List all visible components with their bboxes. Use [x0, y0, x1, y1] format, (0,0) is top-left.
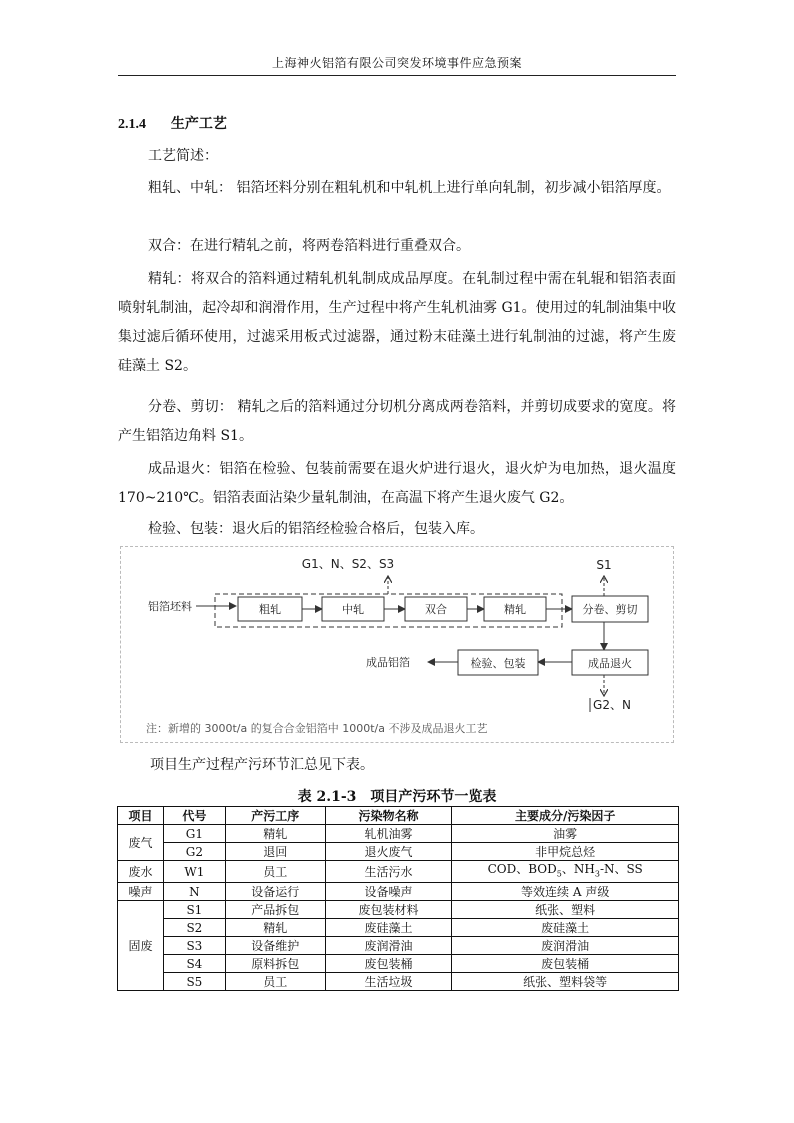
emission-top-label: G1、N、S2、S3: [301, 557, 395, 571]
category-cell: 废气: [118, 825, 164, 861]
table-row: [118, 973, 679, 991]
table-row: [118, 843, 679, 861]
paragraph-finish-rolling: 精轧：将双合的箔料通过精轧机轧制成成品厚度。在轧制过程中需在轧辊和铝箔表面喷射轧制油，起冷却和润滑作用，生产过程中将产生轧机油雾 G1。使用过的轧制油集中收集过滤后循环使用，过滤采用板式过滤器，通过粉末硅藻土进行轧制油的过滤，将产生废硅藻土 S2。: [118, 271, 676, 374]
table-cell: 精轧: [225, 919, 325, 937]
paragraph-intro: 工艺简述：: [148, 148, 218, 164]
table-cell: G1: [163, 825, 225, 843]
paragraph-slitting: 分卷、剪切： 精轧之后的箔料通过分切机分离成两卷箔料，并剪切成要求的宽度。将产生铝箔边角料 S1。: [118, 399, 676, 444]
diagram-note: 注：新增的 3000t/a 的复合合金铝箔中 1000t/a 不涉及成品退火工艺: [146, 722, 488, 735]
table-header-cell: 项目: [118, 807, 164, 825]
table-row: [118, 955, 679, 973]
step-rough-rolling: 粗轧: [259, 603, 281, 616]
table-cell: 废润滑油: [452, 937, 679, 955]
paragraph-rough-rolling: 粗轧、中轧： 铝箔坯料分别在粗轧机和中轧机上进行单向轧制，初步减小铝箔厚度。: [148, 180, 671, 196]
table-cell: 设备噪声: [325, 883, 452, 901]
category-cell: 噪声: [118, 883, 164, 901]
table-cell: 废包装材料: [325, 901, 452, 919]
table-cell: 产品拆包: [225, 901, 325, 919]
table-cell: S1: [163, 901, 225, 919]
input-label: 铝箔坯料: [148, 600, 192, 613]
table-cell: N: [163, 883, 225, 901]
section-heading: [118, 113, 227, 133]
table-header-cell: 代号: [163, 807, 225, 825]
table-row: [118, 901, 679, 919]
table-cell: 轧机油雾: [325, 825, 452, 843]
table-cell: 废包装桶: [452, 955, 679, 973]
table-cell: W1: [163, 861, 225, 883]
table-header-cell: 产污工序: [225, 807, 325, 825]
table-header-cell: 污染物名称: [325, 807, 452, 825]
slitting-emission-label: S1: [596, 558, 612, 572]
table-row: [118, 825, 679, 843]
table-header-cell: 主要成分/污染因子: [452, 807, 679, 825]
table-lead-text: 项目生产过程产污环节汇总见下表。: [150, 757, 374, 773]
page-header: 上海神火铝箔有限公司突发环境事件应急预案: [271, 56, 522, 70]
table-cell: 设备运行: [225, 883, 325, 901]
table-cell: 废润滑油: [325, 937, 452, 955]
paragraph-doubling: 双合：在进行精轧之前，将两卷箔料进行重叠双合。: [148, 238, 470, 254]
header-rule: [118, 75, 676, 76]
step-finish-rolling: 精轧: [504, 603, 526, 616]
table-cell: S2: [163, 919, 225, 937]
process-flow-diagram: [120, 546, 674, 743]
table-cell: 废硅藻土: [325, 919, 452, 937]
table-cell: 员工: [225, 861, 325, 883]
annealing-label: 成品退火: [588, 657, 632, 670]
table-cell: 废硅藻土: [452, 919, 679, 937]
table-header-row: [118, 807, 679, 825]
annealing-emission-label: G2、N: [593, 698, 631, 712]
table-cell: 纸张、塑料袋等: [452, 973, 679, 991]
table-cell: 非甲烷总烃: [452, 843, 679, 861]
section-title: 生产工艺: [170, 116, 227, 132]
table-cell: 设备维护: [225, 937, 325, 955]
table-cell: 退回: [225, 843, 325, 861]
category-cell: 固废: [118, 901, 164, 991]
step-doubling: 双合: [425, 603, 447, 616]
table-cell: S3: [163, 937, 225, 955]
table-row: [118, 861, 679, 883]
table-cell: 油雾: [452, 825, 679, 843]
table-cell: 生活污水: [325, 861, 452, 883]
table-cell: 生活垃圾: [325, 973, 452, 991]
table-cell: G2: [163, 843, 225, 861]
table-cell: 原料拆包: [225, 955, 325, 973]
table-cell: 等效连续 A 声级: [452, 883, 679, 901]
category-cell: 废水: [118, 861, 164, 883]
section-number: 2.1.4: [118, 117, 146, 132]
table-cell: 纸张、塑料: [452, 901, 679, 919]
table-cell: 废包装桶: [325, 955, 452, 973]
slitting-label: 分卷、剪切: [582, 603, 638, 616]
table-row: [118, 937, 679, 955]
output-label: 成品铝箔: [366, 656, 410, 669]
table-cell: S5: [163, 973, 225, 991]
inspection-label: 检验、包装: [470, 657, 526, 670]
wastewater-factors-cell: COD、$BOD_5$、$NH_3-N$、SS: [452, 861, 679, 883]
table-cell: 员工: [225, 973, 325, 991]
table-row: [118, 919, 679, 937]
table-row: [118, 883, 679, 901]
paragraph-inspection: 检验、包装：退火后的铝箔经检验合格后，包装入库。: [148, 521, 484, 537]
table-cell: S4: [163, 955, 225, 973]
diagram-frame: [120, 546, 674, 743]
table-caption: 表 2.1-3 项目产污环节一览表: [297, 789, 497, 805]
pollution-table: [117, 806, 679, 991]
step-mid-rolling: 中轧: [342, 603, 364, 616]
table-cell: 精轧: [225, 825, 325, 843]
paragraph-annealing: 成品退火：铝箔在检验、包装前需要在退火炉进行退火，退火炉为电加热，退火温度 170~210℃。铝箔表面沾染少量轧制油，在高温下将产生退火废气 G2。: [118, 461, 681, 506]
table-cell: 退火废气: [325, 843, 452, 861]
